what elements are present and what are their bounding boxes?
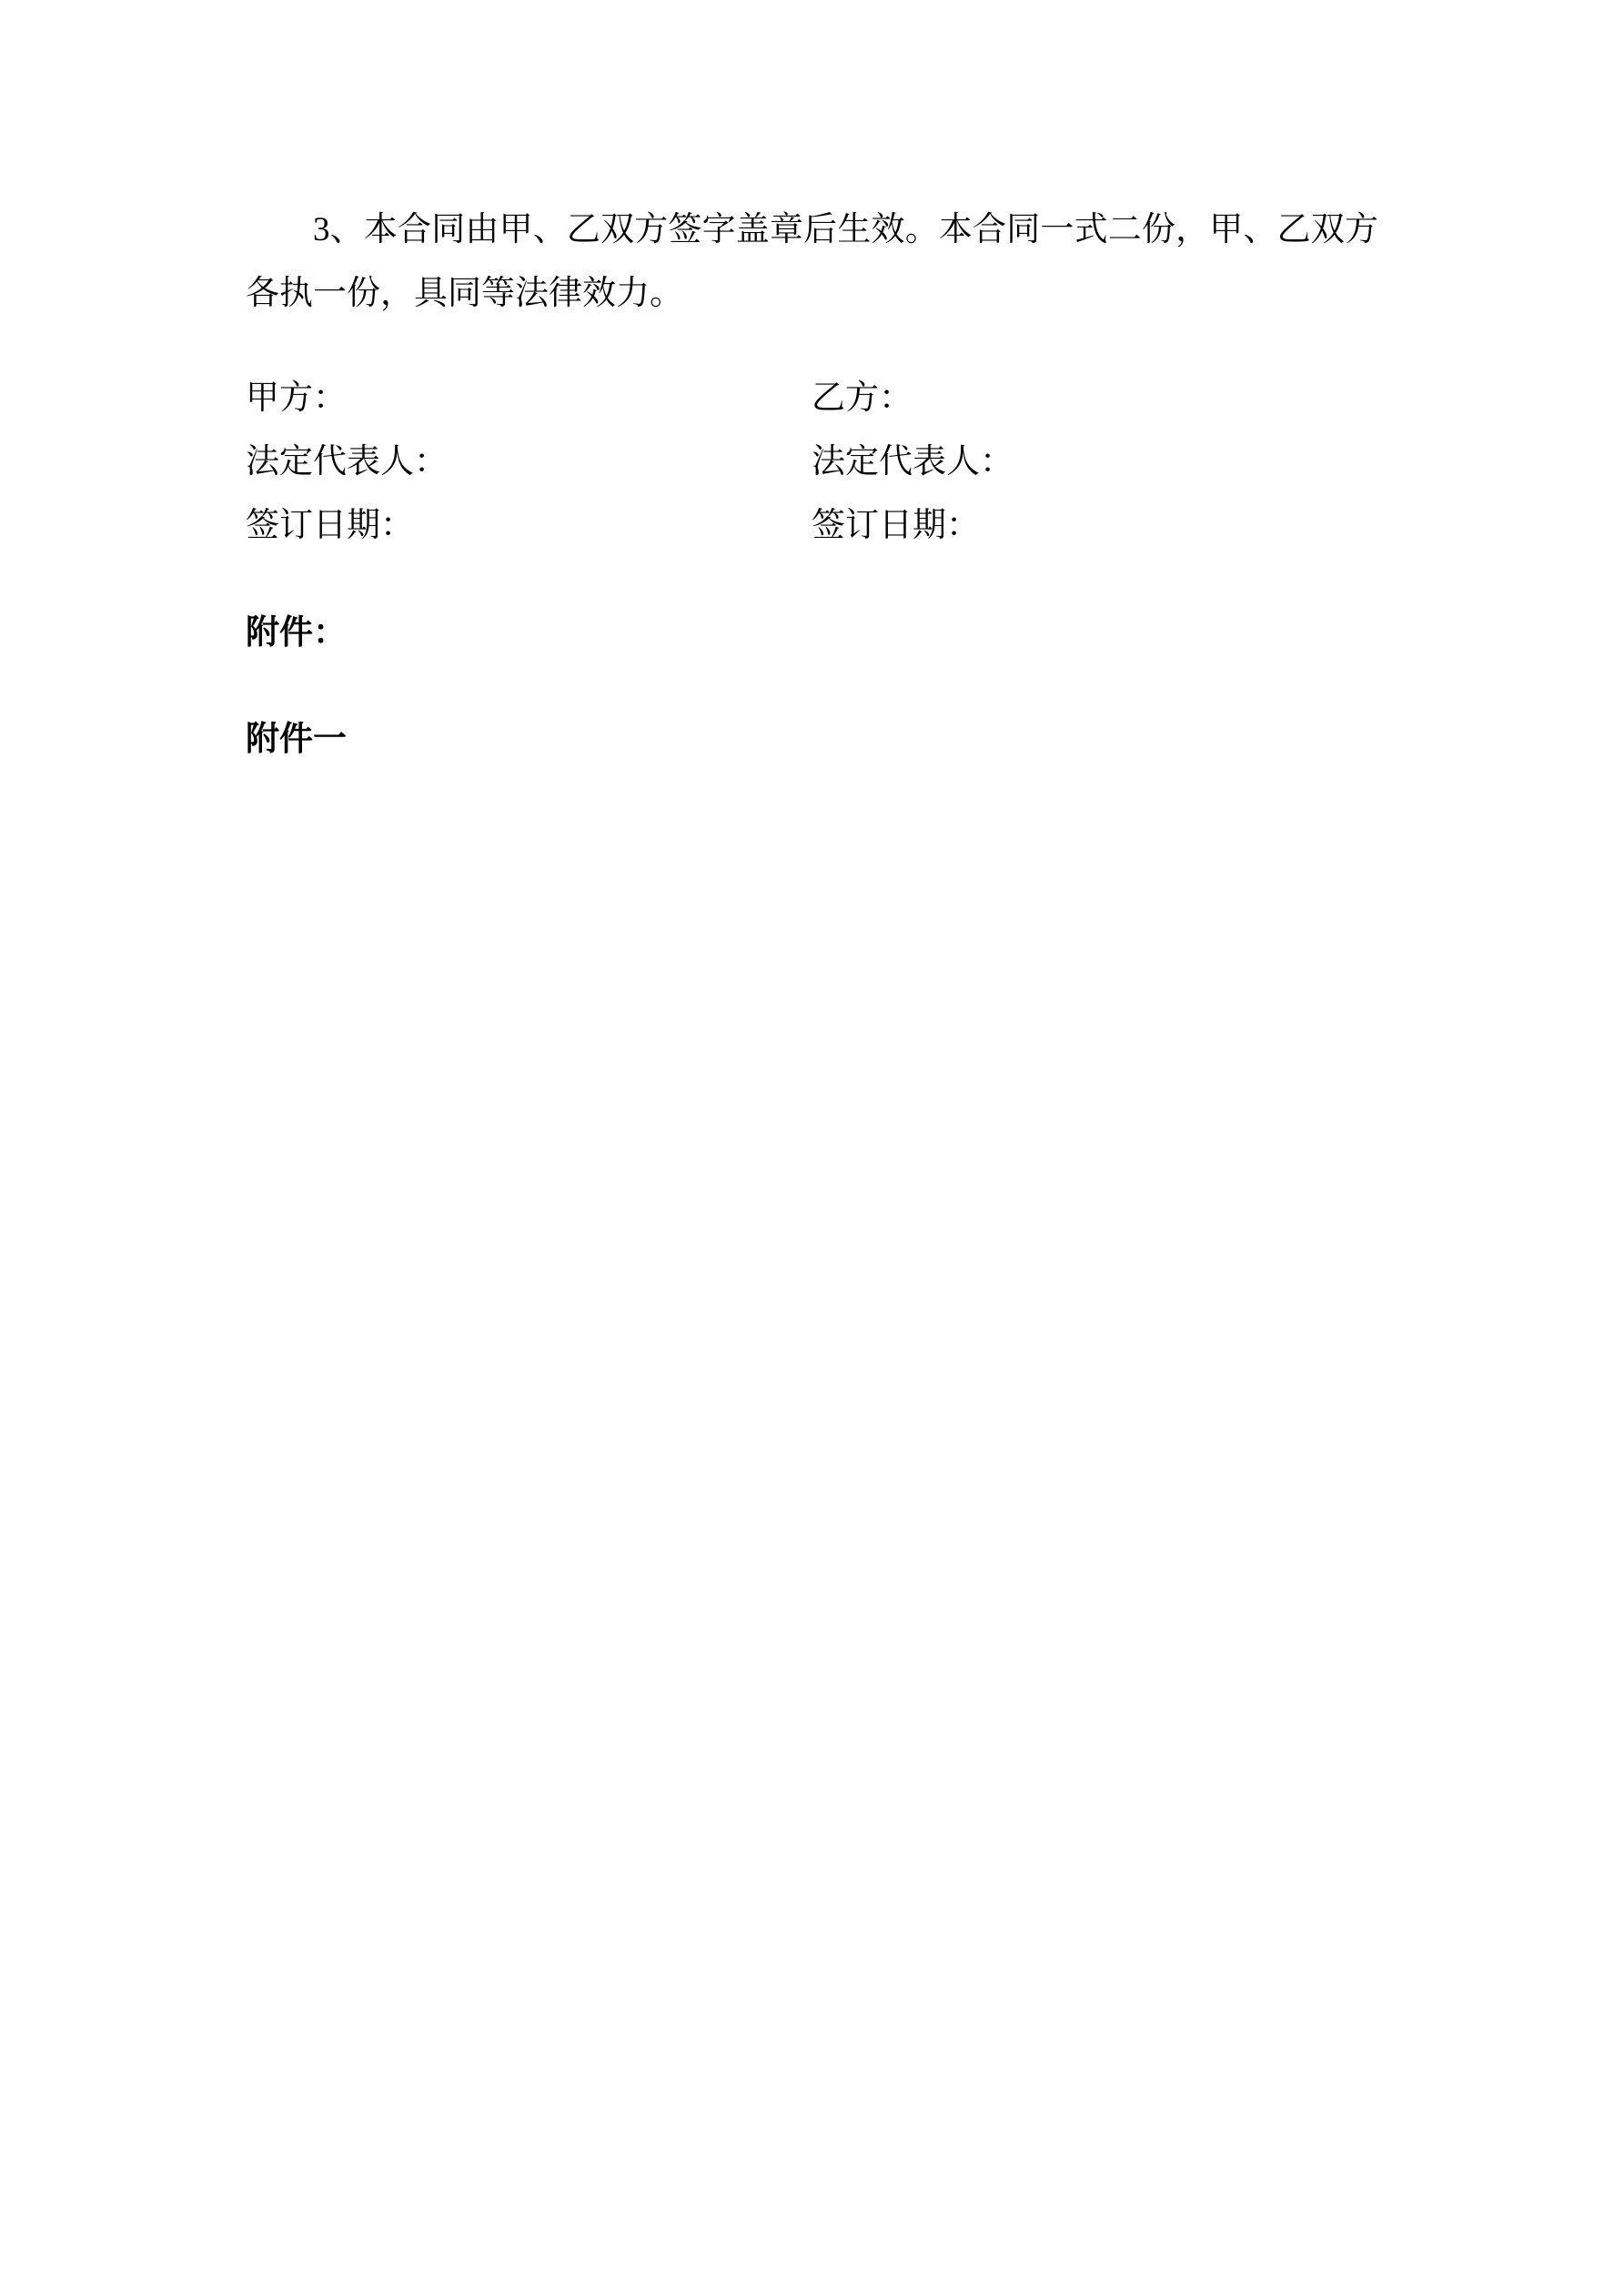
clause-paragraph: 3、本合同由甲、乙双方签字盖章后生效。本合同一式二份，甲、乙双方各执一份，具同等法律效力。 <box>246 211 1378 312</box>
attachments-heading: 附件： <box>246 614 347 652</box>
party-b-signing-date-label: 签订日期： <box>812 507 980 544</box>
party-a-name-label: 甲方： <box>246 379 347 417</box>
party-a-signature-column <box>246 367 812 558</box>
party-a-signing-date-label: 签订日期： <box>246 507 414 544</box>
attachment-item-one: 附件一 <box>246 721 347 758</box>
party-a-legal-representative-label: 法定代表人： <box>246 443 448 480</box>
signature-section <box>246 367 1378 558</box>
document-content <box>246 0 1378 772</box>
party-b-legal-representative-label: 法定代表人： <box>812 443 1014 480</box>
party-b-signature-column <box>812 367 1378 558</box>
party-b-name-label: 乙方： <box>812 379 913 417</box>
